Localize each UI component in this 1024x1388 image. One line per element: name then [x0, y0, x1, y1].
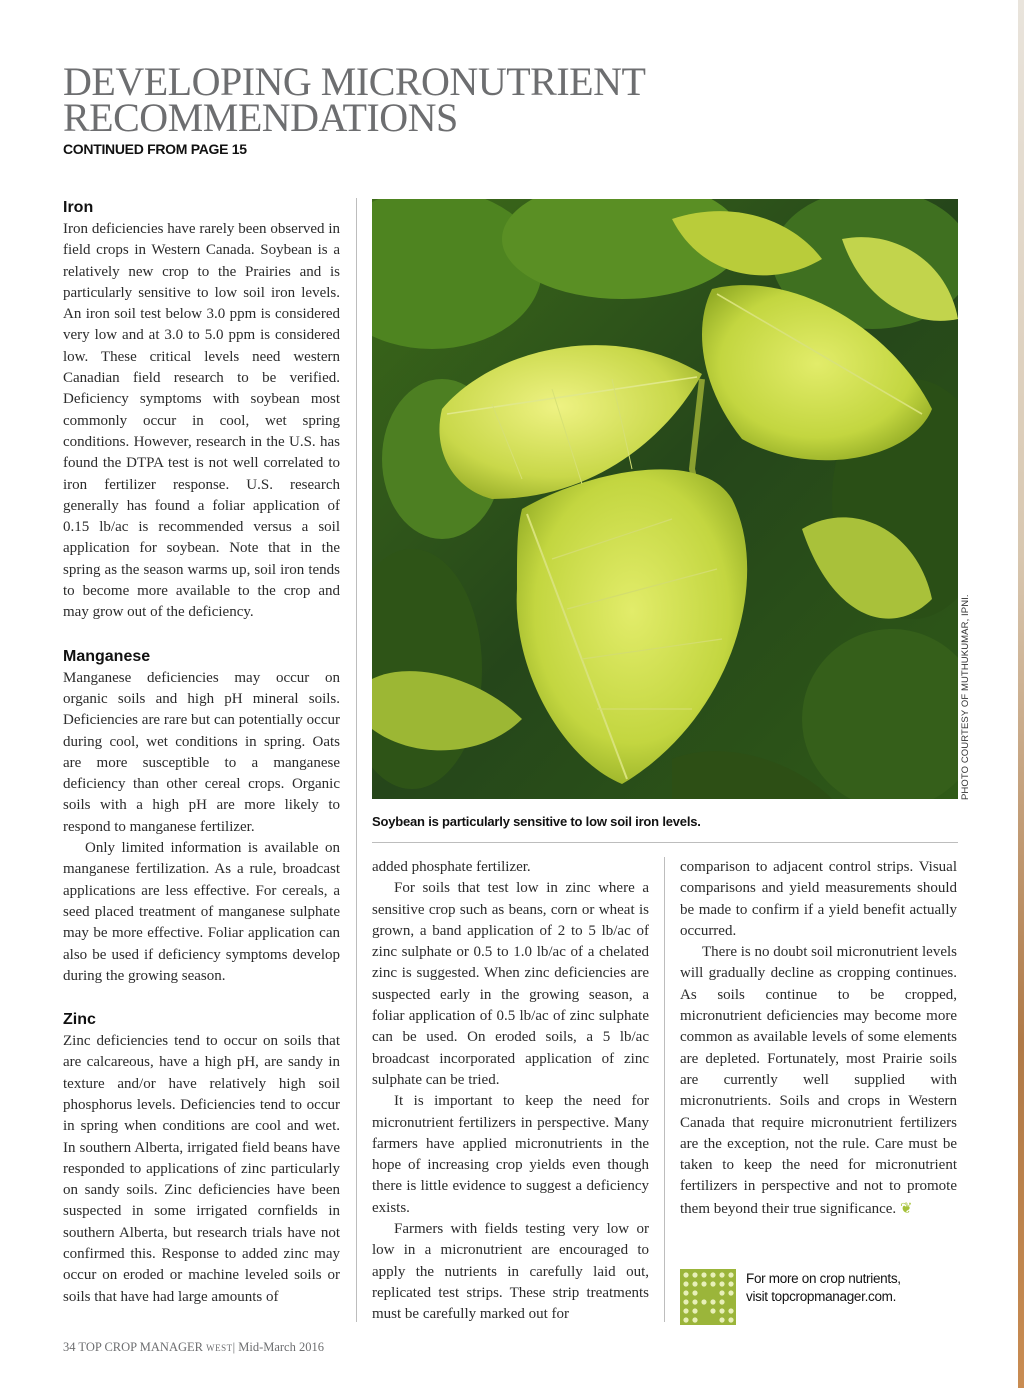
col3-paragraph-2-text: There is no doubt soil micronutrient levels will gradually decline as cropping continues. As soils continue to be cropped, micronutrient deficiencies may become more common as available levels of some elements are depleted. Fortunately, most Prairie soils are currently well supplied with micronutrients. Soils and crops in Western Canada that require micronutrient fertilizers are the exception, not the rule. Care must be taken to keep the need for micronutrient fertilizers in perspective and not to promote them beyond their true significance. [680, 944, 957, 1217]
col2-paragraph-3: It is important to keep the need for micronutrient fertilizers in perspective. Many farmers have applied micronutrients in the hope of increasing crop yields even though there is little evidence to suggest a deficiency exists. [372, 1093, 649, 1216]
col2-paragraph-1: added phosphate fertilizer. [372, 859, 531, 875]
col3-paragraph-1: comparison to adjacent control strips. Visual comparisons and yield measurements should be made to confirm if a yield benefit actually occurred. [680, 859, 957, 939]
col2-paragraph-4: Farmers with fields testing very low or low in a micronutrient are encouraged to apply the nutrients in carefully laid out, replicated test strips. These strip treatments must be carefully marked out for [372, 1221, 649, 1323]
soybean-leaves-photo [372, 199, 958, 799]
photo-credit: PHOTO COURTESY OF MUTHUKUMAR, IPNI. [960, 594, 971, 800]
maple-leaf-icon: ❦ [899, 1198, 913, 1217]
col3-paragraph-2 [680, 942, 957, 1220]
iron-paragraph: Iron deficiencies have rarely been observed in field crops in Western Canada. Soybean is a relatively new crop to the Prairies and is particularly sensitive to low soil iron levels. An iron soil test below 3.0 ppm is considered very low and at 3.0 to 5.0 ppm is considered low. These critical levels need western Canadian field research to be verified. Deficiency symptoms with soybean most commonly occur in cool, wet spring conditions. However, research in the U.S. has found the DTPA test is not well correlated to iron fertilizer response. U.S. research generally has found a foliar application of 0.15 lb/ac is recommended versus a soil application for soybean. Note that in the spring as the season warms up, soil iron tends to become more available to the crop and may grow out of the deficiency. [63, 221, 340, 621]
zinc-heading: Zinc [63, 1011, 96, 1029]
caption-rule [372, 842, 958, 843]
zinc-paragraph: Zinc deficiencies tend to occur on soils that are calcareous, have a high pH, are sandy in texture and/or have relatively high soil phosphorus levels. Deficiencies tend to occur in spring when conditions are cool and wet. In southern Alberta, irrigated field beans have responded to applications of zinc particularly on sandy soils. Zinc deficiencies have been suspected in some irrigated cornfields in southern Alberta, but research trials have not confirmed this. Response to added zinc may occur on eroded or machine leveled soils or soils that have had large amounts of [63, 1033, 340, 1305]
continued-from-label: CONTINUED FROM PAGE 15 [63, 141, 247, 157]
manganese-heading: Manganese [63, 647, 151, 665]
publication-edition: WEST [206, 1343, 233, 1353]
manganese-paragraph-1: Manganese deficiencies may occur on organic soils and high pH mineral soils. Deficiencies are rare but can potentially occur during cool, wet conditions in spring. Oats are more susceptible to a manganese deficiency than other cereal crops. Organic soils with a high pH are more likely to respond to manganese fertilizer. [63, 669, 340, 835]
photo-caption: Soybean is particularly sensitive to low soil iron levels. [372, 814, 701, 829]
promo-text [746, 1270, 966, 1306]
article-title: DEVELOPING MICRONUTRIENT RECOMMENDATIONS [63, 59, 645, 140]
iron-heading: Iron [63, 199, 94, 216]
issue-date: Mid-March 2016 [238, 1340, 324, 1354]
promo-line-1: For more on crop nutrients, [746, 1271, 901, 1286]
article-column-2 [372, 857, 649, 1326]
article-column-1 [63, 197, 340, 1308]
column-divider-1 [356, 198, 357, 1322]
publication-name: TOP CROP MANAGER [78, 1340, 203, 1354]
promo-link[interactable]: visit topcropmanager.com. [746, 1289, 897, 1304]
article-column-3 [680, 857, 957, 1220]
page-footer [63, 1340, 324, 1355]
manganese-paragraph-2: Only limited information is available on manganese fertilization. As a rule, broadcast applications are less effective. For cereals, a seed placed treatment of manganese sulphate may be more effective. Foliar application can also be used if deficiency symptoms develop during the growing season. [63, 840, 340, 984]
column-divider-2 [664, 857, 665, 1322]
dot-grid-logo-icon [680, 1269, 736, 1325]
footer-separator: | [232, 1340, 236, 1354]
col2-paragraph-2: For soils that test low in zinc where a sensitive crop such as beans, corn or wheat is grown, a band application of 2 to 5 lb/ac of zinc sulphate or 0.5 to 1.0 lb/ac of a chelated zinc is suggested. When zinc deficiencies are suspected early in the growing season, a foliar application of 0.5 lb/ac of zinc sulphate can be used. On eroded soils, a 5 lb/ac broadcast incorporated application of zinc sulphate can be tried. [372, 880, 649, 1088]
page-edge-strip [1018, 0, 1024, 1388]
page-number: 34 [63, 1340, 76, 1354]
